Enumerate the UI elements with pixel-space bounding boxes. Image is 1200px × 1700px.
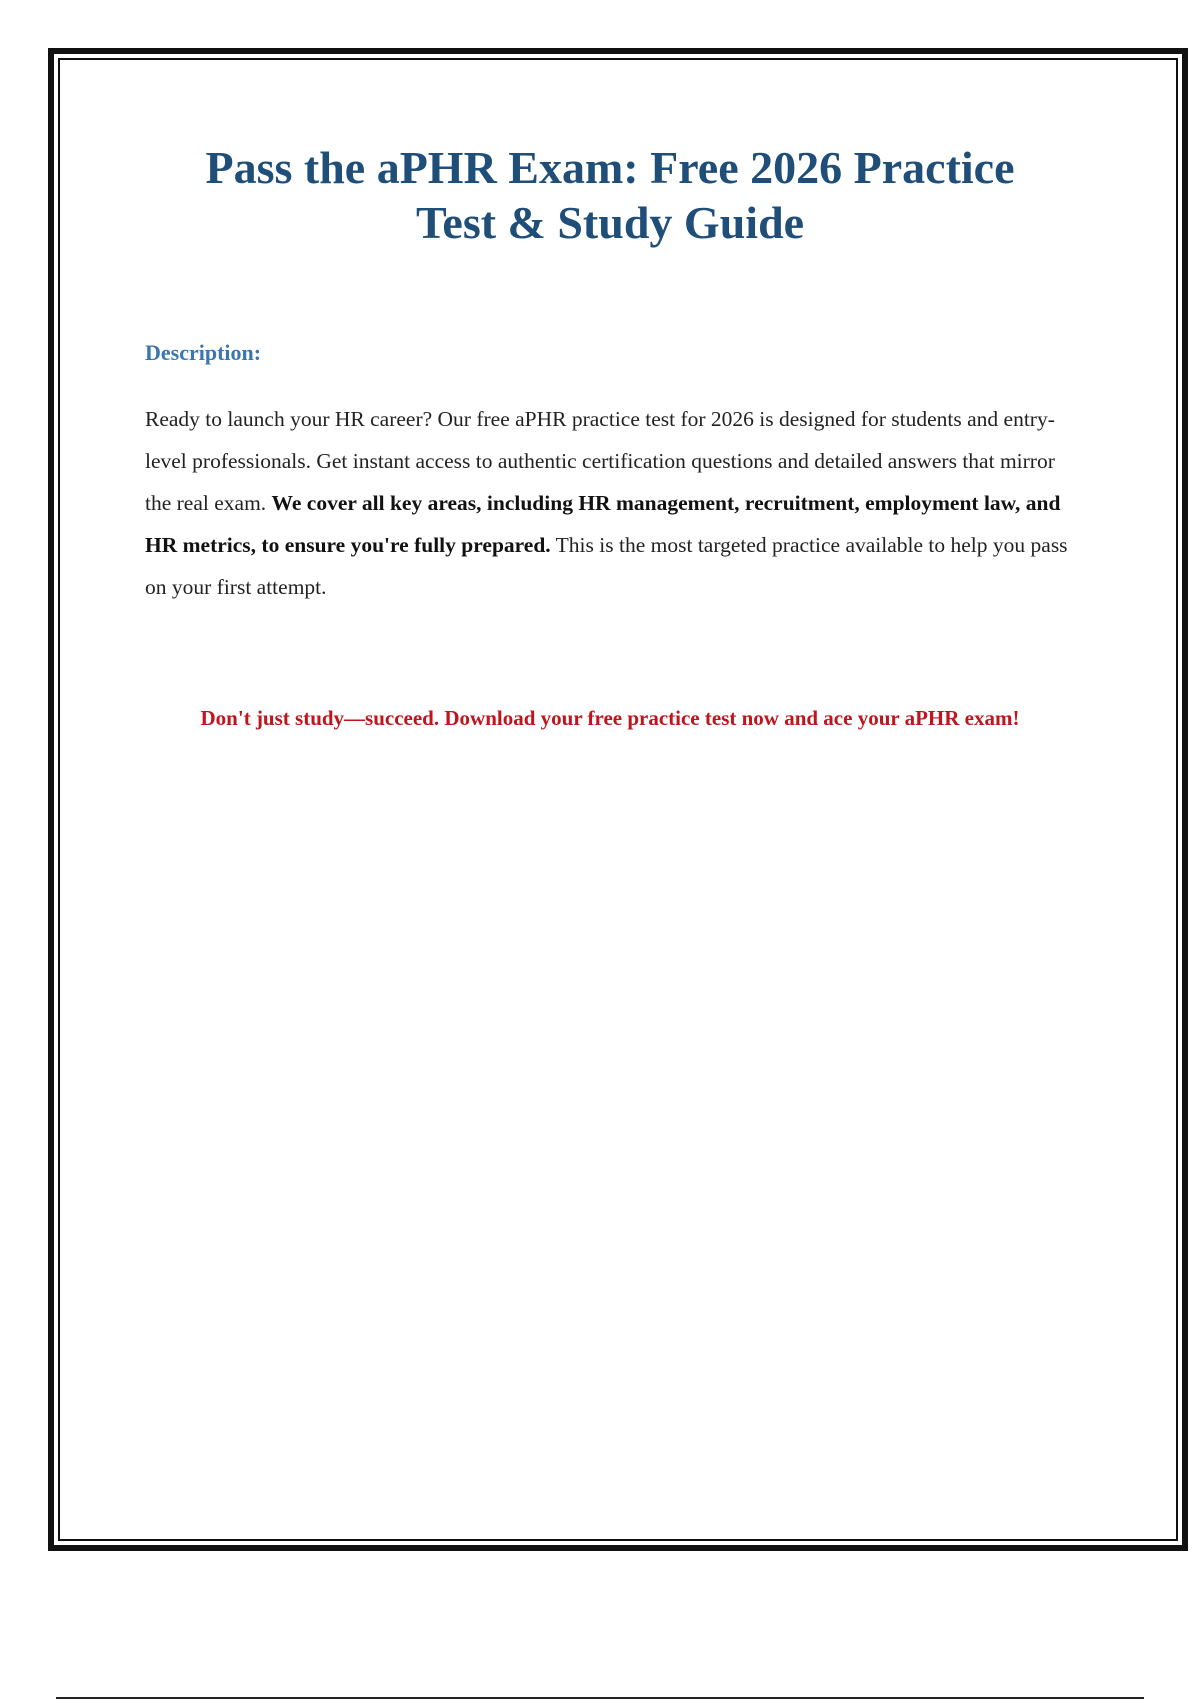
call-to-action: Don't just study—succeed. Download your free practice test now and ace your aPHR exam!: [200, 706, 1020, 730]
document-content: [145, 140, 1075, 731]
document-title: Pass the aPHR Exam: Free 2026 Practice Test & Study Guide: [205, 142, 1015, 248]
description-label: Description:: [145, 340, 262, 365]
description-intro: Ready to launch your HR career? Our free aPHR practice test for 2026 is designed for students and entry-level professionals. Get instant access to authentic certification questions and detailed answers that mirror the real exam.: [145, 407, 1055, 515]
description-outro: This is the most targeted practice available to help you pass on your first attempt.: [145, 533, 1068, 599]
footer-rule: [56, 1697, 1144, 1699]
description-bold-text: We cover all key areas, including HR management, recruitment, employment law, and HR metrics, to ensure you're fully prepared.: [145, 491, 1061, 557]
description-paragraph: [145, 398, 1075, 608]
